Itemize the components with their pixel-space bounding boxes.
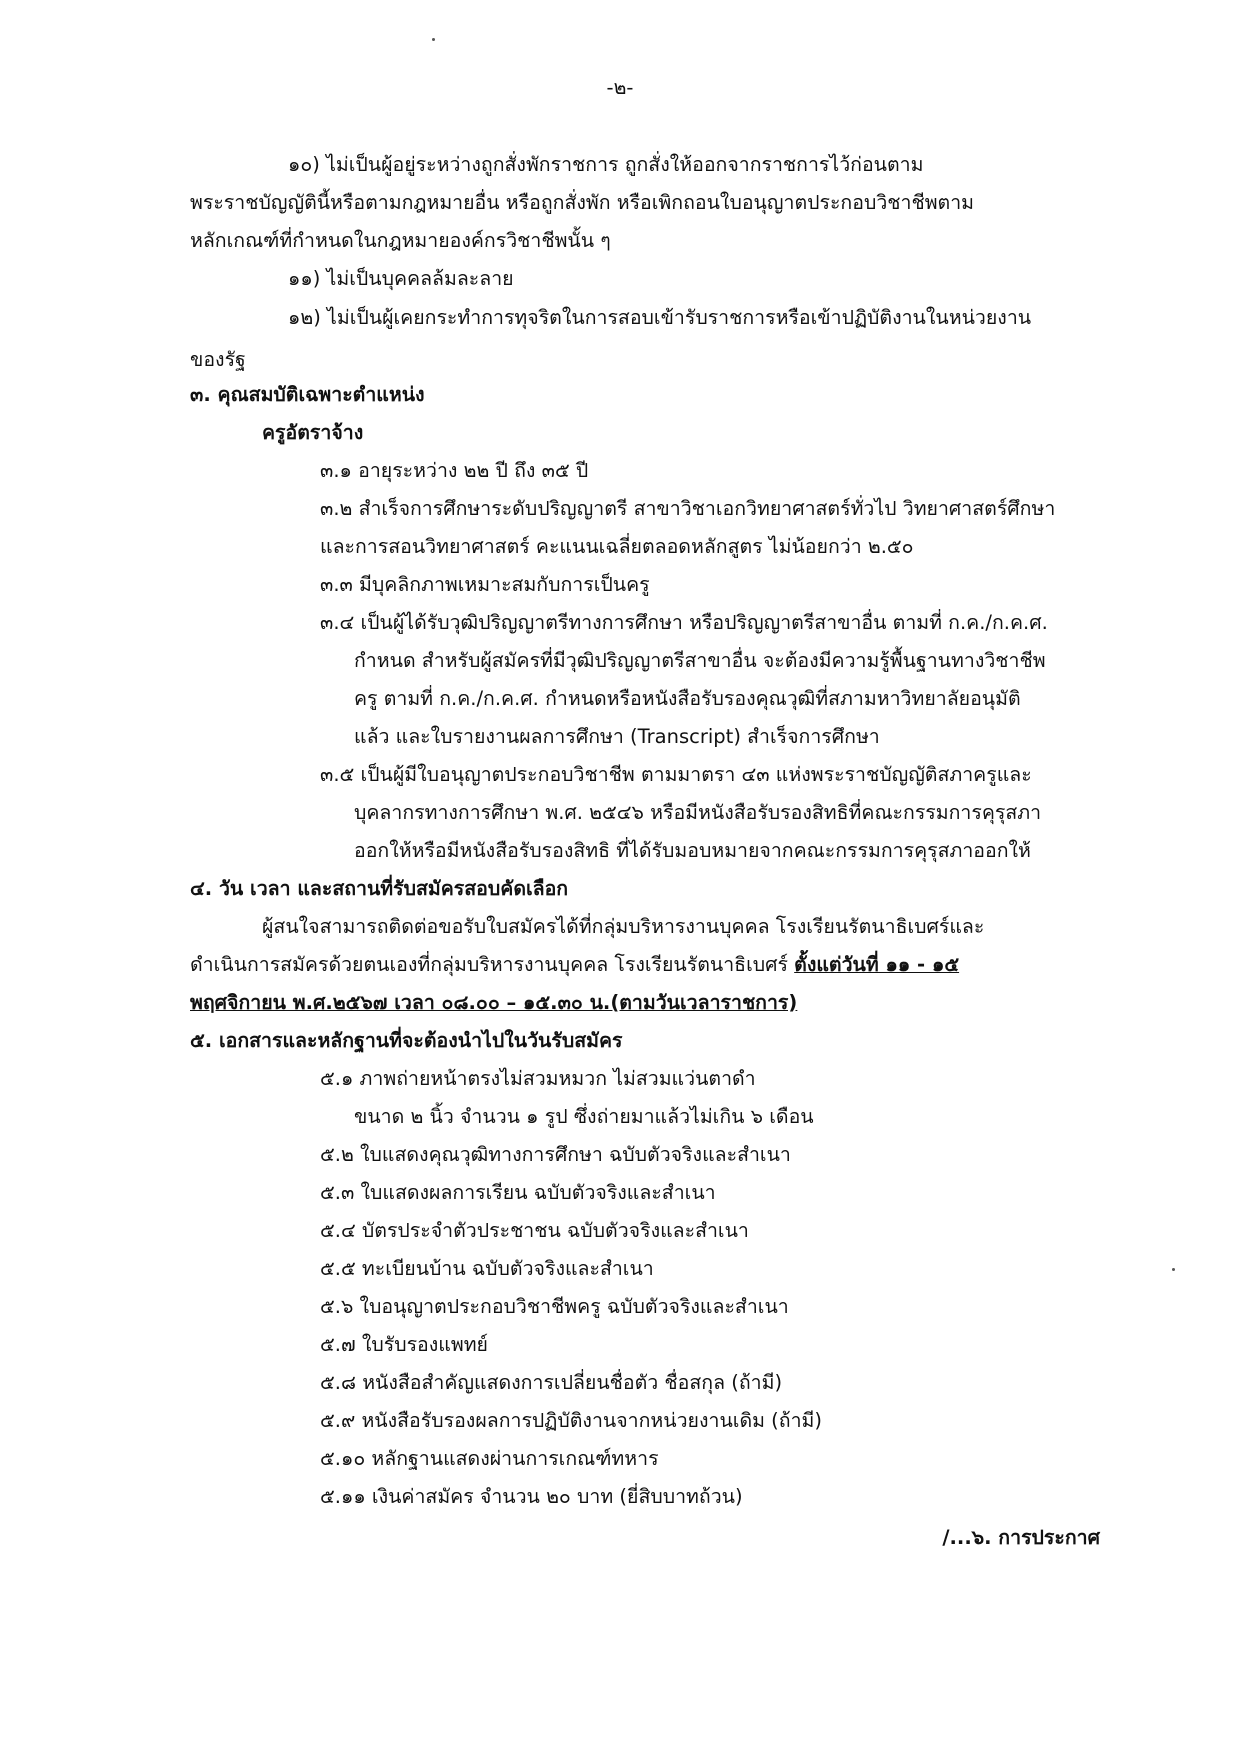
scan-speck [432, 38, 435, 41]
section-5-item: ๕.๖ ใบอนุญาตประกอบวิชาชีพครู ฉบับตัวจริงและสำเนา [320, 1295, 789, 1318]
section-3-item-5-line-3: ออกให้หรือมีหนังสือรับรองสิทธิ ที่ได้รับมอบหมายจากคณะกรรมการคุรุสภาออกให้ [354, 839, 1031, 862]
para-10-line-3: หลักเกณฑ์ที่กำหนดในกฎหมายองค์กรวิชาชีพนั้น ๆ [190, 229, 611, 252]
section-5-item: ๕.๑๑ เงินค่าสมัคร จำนวน ๒๐ บาท (ยี่สิบบาทถ้วน) [320, 1485, 743, 1508]
section-3-item-4-line-1: ๓.๔ เป็นผู้ได้รับวุฒิปริญญาตรีทางการศึกษา หรือปริญญาตรีสาขาอื่น ตามที่ ก.ค./ก.ค.ศ. [320, 611, 1048, 634]
section-3-item-3: ๓.๓ มีบุคลิกภาพเหมาะสมกับการเป็นครู [320, 573, 650, 596]
section-5-item: ๕.๓ ใบแสดงผลการเรียน ฉบับตัวจริงและสำเนา [320, 1181, 716, 1204]
section-5-item: ๕.๒ ใบแสดงคุณวุฒิทางการศึกษา ฉบับตัวจริงและสำเนา [320, 1143, 791, 1166]
section-5-item: ๕.๑ ภาพถ่ายหน้าตรงไม่สวมหมวก ไม่สวมแว่นตาดำ [320, 1067, 756, 1090]
section-3-item-4-line-4: แล้ว และใบรายงานผลการศึกษา (Transcript) สำเร็จการศึกษา [354, 725, 880, 748]
section-3-item-2-line-1: ๓.๒ สำเร็จการศึกษาระดับปริญญาตรี สาขาวิชาเอกวิทยาศาสตร์ทั่วไป วิทยาศาสตร์ศึกษา [320, 497, 1056, 520]
section-5-item: ๕.๕ ทะเบียนบ้าน ฉบับตัวจริงและสำเนา [320, 1257, 654, 1280]
para-11: ๑๑) ไม่เป็นบุคคลล้มละลาย [288, 267, 514, 290]
section-3-item-1: ๓.๑ อายุระหว่าง ๒๒ ปี ถึง ๓๕ ปี [320, 459, 589, 482]
para-10-line-2: พระราชบัญญัตินี้หรือตามกฎหมายอื่น หรือถูกสั่งพัก หรือเพิกถอนใบอนุญาตประกอบวิชาชีพตาม [190, 191, 975, 214]
continuation-note: /...๖. การประกาศ [942, 1526, 1100, 1549]
para-10-line-1: ๑๐) ไม่เป็นผู้อยู่ระหว่างถูกสั่งพักราชการ ถูกสั่งให้ออกจากราชการไว้ก่อนตาม [288, 153, 924, 176]
para-12-line-2: ของรัฐ [190, 348, 246, 371]
section-4-heading: ๔. วัน เวลา และสถานที่รับสมัครสอบคัดเลือก [190, 877, 569, 900]
application-date-time: พฤศจิกายน พ.ศ.๒๕๖๗ เวลา ๐๘.๐๐ – ๑๕.๓๐ น.(ตามวันเวลาราชการ) [190, 991, 798, 1014]
section-5-item: ๕.๙ หนังสือรับรองผลการปฏิบัติงานจากหน่วยงานเดิม (ถ้ามี) [320, 1409, 822, 1432]
section-3-heading: ๓. คุณสมบัติเฉพาะตำแหน่ง [190, 383, 425, 406]
section-3-item-5-line-2: บุคลากรทางการศึกษา พ.ศ. ๒๕๔๖ หรือมีหนังสือรับรองสิทธิที่คณะกรรมการคุรุสภา [354, 801, 1042, 824]
section-5-item: ๕.๘ หนังสือสำคัญแสดงการเปลี่ยนชื่อตัว ชื่อสกุล (ถ้ามี) [320, 1371, 783, 1394]
section-3-item-5-line-1: ๓.๕ เป็นผู้มีใบอนุญาตประกอบวิชาชีพ ตามมาตรา ๔๓ แห่งพระราชบัญญัติสภาครูและ [320, 763, 1032, 786]
scan-speck [1172, 1268, 1175, 1271]
section-5-item: ๕.๔ บัตรประจำตัวประชาชน ฉบับตัวจริงและสำเนา [320, 1219, 749, 1242]
section-5-item: ขนาด ๒ นิ้ว จำนวน ๑ รูป ซึ่งถ่ายมาแล้วไม่เกิน ๖ เดือน [354, 1105, 814, 1128]
section-3-subheading: ครูอัตราจ้าง [262, 421, 364, 444]
section-5-item: ๕.๑๐ หลักฐานแสดงผ่านการเกณฑ์ทหาร [320, 1447, 659, 1470]
section-3-item-4-line-3: ครู ตามที่ ก.ค./ก.ค.ศ. กำหนดหรือหนังสือรับรองคุณวุฒิที่สภามหาวิทยาลัยอนุมัติ [354, 687, 1021, 710]
application-date-range: ตั้งแต่วันที่ ๑๑ - ๑๕ [794, 953, 960, 976]
section-3-item-4-line-2: กำหนด สำหรับผู้สมัครที่มีวุฒิปริญญาตรีสาขาอื่น จะต้องมีความรู้พื้นฐานทางวิชาชีพ [354, 649, 1046, 672]
section-5-heading: ๕. เอกสารและหลักฐานที่จะต้องนำไปในวันรับสมัคร [190, 1029, 623, 1052]
page-number: -๒- [606, 76, 634, 99]
section-5-item: ๕.๗ ใบรับรองแพทย์ [320, 1333, 488, 1356]
section-4-line-1: ผู้สนใจสามารถติดต่อขอรับใบสมัครได้ที่กลุ่มบริหารงานบุคคล โรงเรียนรัตนาธิเบศร์และ [262, 915, 985, 938]
section-3-item-2-line-2: และการสอนวิทยาศาสตร์ คะแนนเฉลี่ยตลอดหลักสูตร ไม่น้อยกว่า ๒.๕๐ [320, 535, 914, 558]
section-4-line-2-text: ดำเนินการสมัครด้วยตนเองที่กลุ่มบริหารงานบุคคล โรงเรียนรัตนาธิเบศร์ [190, 953, 795, 976]
para-12-line-1: ๑๒) ไม่เป็นผู้เคยกระทำการทุจริตในการสอบเข้ารับราชการหรือเข้าปฏิบัติงานในหน่วยงาน [288, 306, 1032, 329]
section-4-line-2 [190, 953, 959, 976]
